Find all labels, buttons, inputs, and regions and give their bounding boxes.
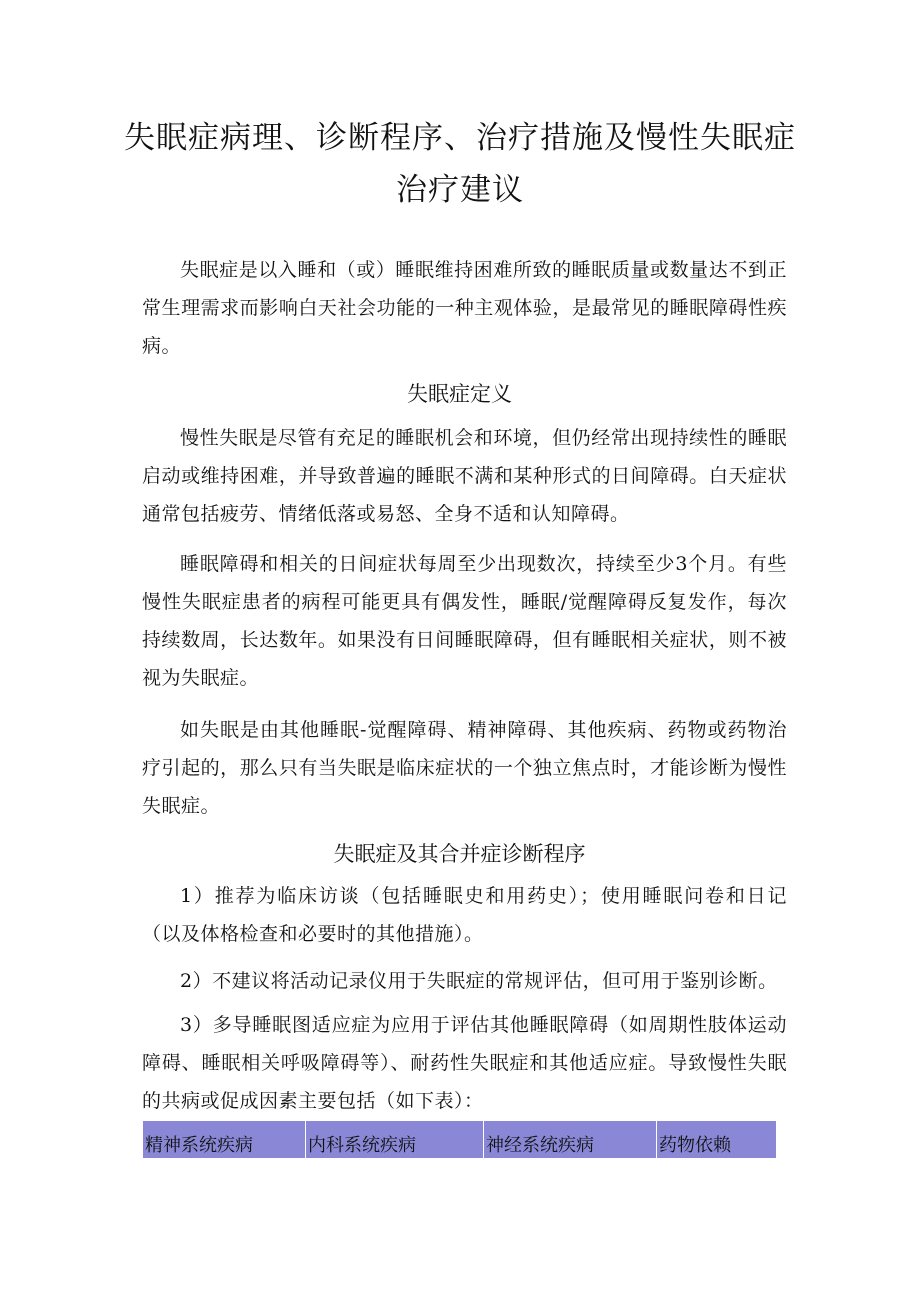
comorbidity-table — [143, 1121, 776, 1158]
definition-paragraph-2: 睡眠障碍和相关的日间症状每周至少出现数次，持续至少3个月。有些慢性失眠症患者的病程可能更具有偶发性，睡眠/觉醒障碍反复发作，每次持续数周，长达数年。如果没有日间睡眠障碍，但有睡眠相关症状，则不被视为失眠症。 — [142, 553, 787, 689]
diagnosis-item-1: 1）推荐为临床访谈（包括睡眠史和用药史）；使用睡眠问卷和日记（以及体格检查和必要时的其他措施）。 — [142, 885, 787, 945]
diagnosis-item-2: 2）不建议将活动记录仪用于失眠症的常规评估，但可用于鉴别诊断。 — [180, 970, 778, 992]
diagnosis-item-3: 3）多导睡眠图适应症为应用于评估其他睡眠障碍（如周期性肢体运动障碍、睡眠相关呼吸障碍等）、耐药性失眠症和其他适应症。导致慢性失眠的共病或促成因素主要包括（如下表）： — [142, 1014, 787, 1112]
table-header-drug-dependence: 药物依赖 — [659, 1135, 731, 1156]
section-heading-diagnosis: 失眠症及其合并症诊断程序 — [333, 842, 586, 866]
section-heading-definition: 失眠症定义 — [407, 382, 512, 406]
table-header-psychiatric: 精神系统疾病 — [143, 1121, 306, 1158]
definition-paragraph-3: 如失眠是由其他睡眠-觉醒障碍、精神障碍、其他疾病、药物或药物治疗引起的，那么只有当失眠是临床症状的一个独立焦点时，才能诊断为慢性失眠症。 — [142, 719, 787, 817]
definition-paragraph-1: 慢性失眠是尽管有充足的睡眠机会和环境，但仍经常出现持续性的睡眠启动或维持困难，并导致普遍的睡眠不满和某种形式的日间障碍。白天症状通常包括疲劳、情绪低落或易怒、全身不适和认知障碍。 — [142, 427, 787, 525]
document-title: 失眠症病理、诊断程序、治疗措施及慢性失眠症治疗建议 — [124, 120, 796, 208]
table-header-internal-medicine: 内科系统疾病 — [306, 1121, 484, 1158]
table-header-neurological: 神经系统疾病 — [484, 1121, 657, 1158]
table-header-row — [143, 1121, 776, 1158]
intro-paragraph: 失眠症是以入睡和（或）睡眠维持困难所致的睡眠质量或数量达不到正常生理需求而影响白天社会功能的一种主观体验，是最常见的睡眠障碍性疾病。 — [142, 259, 787, 357]
